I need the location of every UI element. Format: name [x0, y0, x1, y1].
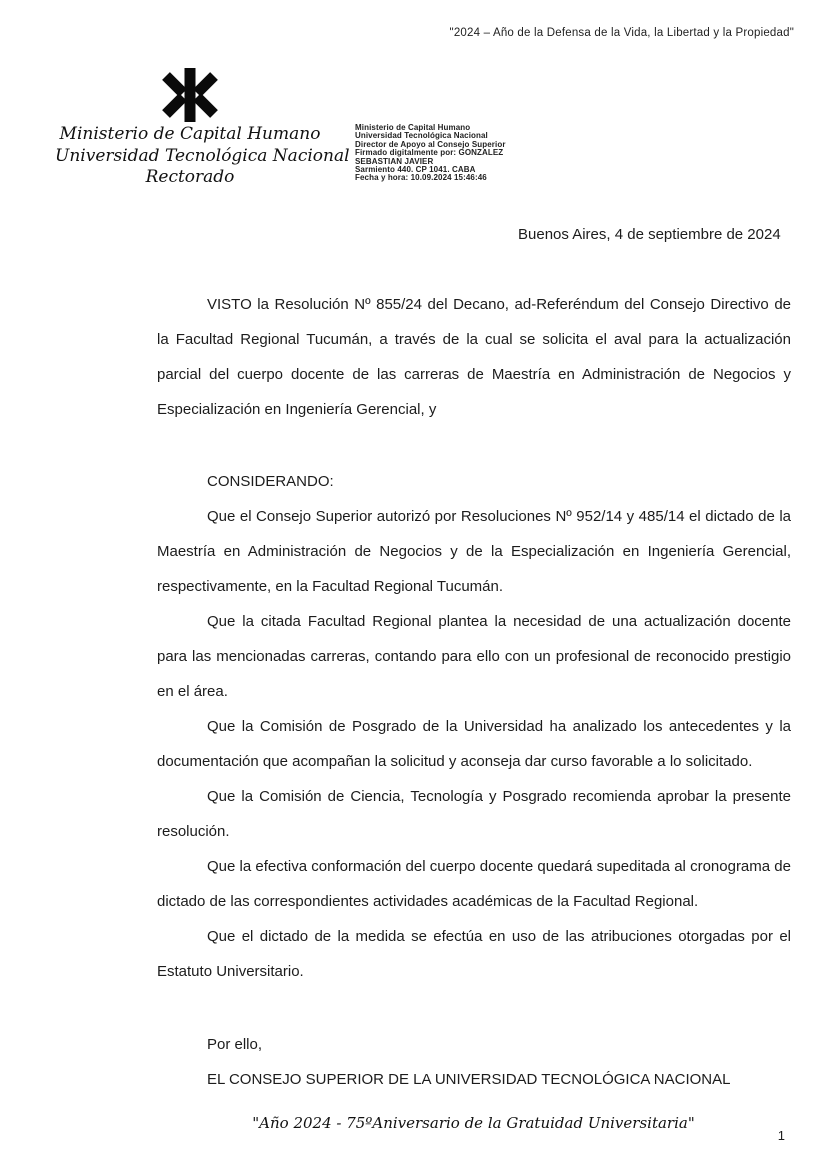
year-motto: "2024 – Año de la Defensa de la Vida, la Libertad y la Propiedad"	[449, 27, 794, 39]
anniversary-motto: "Año 2024 - 75ºAniversario de la Gratuidad Universitaria"	[252, 1114, 695, 1132]
stamp-line: Universidad Tecnológica Nacional	[355, 131, 488, 141]
por-ello: Por ello,	[207, 1036, 263, 1053]
digital-signature-stamp	[355, 124, 570, 183]
letterhead	[55, 68, 350, 189]
letterhead-ministry: Ministerio de Capital Humano	[59, 124, 321, 144]
stamp-line: SEBASTIAN JAVIER	[355, 156, 434, 166]
considerando-paragraph: Que la Comisión de Ciencia, Tecnología y Posgrado recomienda aprobar la presente resolución.	[157, 788, 791, 840]
page-number: 1	[777, 1128, 785, 1143]
visto-paragraph: VISTO la Resolución Nº 855/24 del Decano, ad-Referéndum del Consejo Directivo de la Facultad Regional Tucumán, a través de la cual se solicita el aval para la actualización parcial del cuerpo docente de las carreras de Maestría en Administración de Negocios y Especialización en Ingeniería Gerencial, y	[157, 296, 791, 418]
considerando-paragraph: Que el dictado de la medida se efectúa en uso de las atribuciones otorgadas por el Estatuto Universitario.	[157, 928, 791, 980]
stamp-line: Firmado digitalmente por: GONZALEZ	[355, 148, 504, 158]
stamp-line: Ministerio de Capital Humano	[355, 123, 471, 132]
resolution-body	[157, 287, 791, 1097]
considerando-heading: CONSIDERANDO:	[207, 473, 334, 490]
considerando-paragraph: Que la Comisión de Posgrado de la Universidad ha analizado los antecedentes y la documentación que acompañan la solicitud y aconseja dar curso favorable a lo solicitado.	[157, 718, 791, 770]
resolving-body: EL CONSEJO SUPERIOR DE LA UNIVERSIDAD TECNOLÓGICA NACIONAL	[207, 1071, 731, 1088]
stamp-line: Fecha y hora: 10.09.2024 15:46:46	[355, 173, 487, 183]
stamp-line: Director de Apoyo al Consejo Superior	[355, 139, 506, 149]
utn-logo-icon	[162, 68, 218, 122]
dateline: Buenos Aires, 4 de septiembre de 2024	[518, 226, 781, 243]
considerando-paragraph: Que el Consejo Superior autorizó por Resoluciones Nº 952/14 y 485/14 el dictado de la Maestría en Administración de Negocios y de la Especialización en Ingeniería Gerencial, respectivamente, en la Facultad Regional Tucumán.	[157, 508, 791, 595]
letterhead-university: Universidad Tecnológica Nacional	[55, 145, 350, 166]
letterhead-rectorado: Rectorado	[145, 167, 235, 187]
stamp-line: Sarmiento 440. CP 1041. CABA	[355, 165, 476, 175]
considerando-paragraph: Que la citada Facultad Regional plantea la necesidad de una actualización docente para las mencionadas carreras, contando para ello con un profesional de reconocido prestigio en el área.	[157, 613, 791, 700]
considerando-paragraph: Que la efectiva conformación del cuerpo docente quedará supeditada al cronograma de dictado de las correspondientes actividades académicas de la Facultad Regional.	[157, 858, 791, 910]
